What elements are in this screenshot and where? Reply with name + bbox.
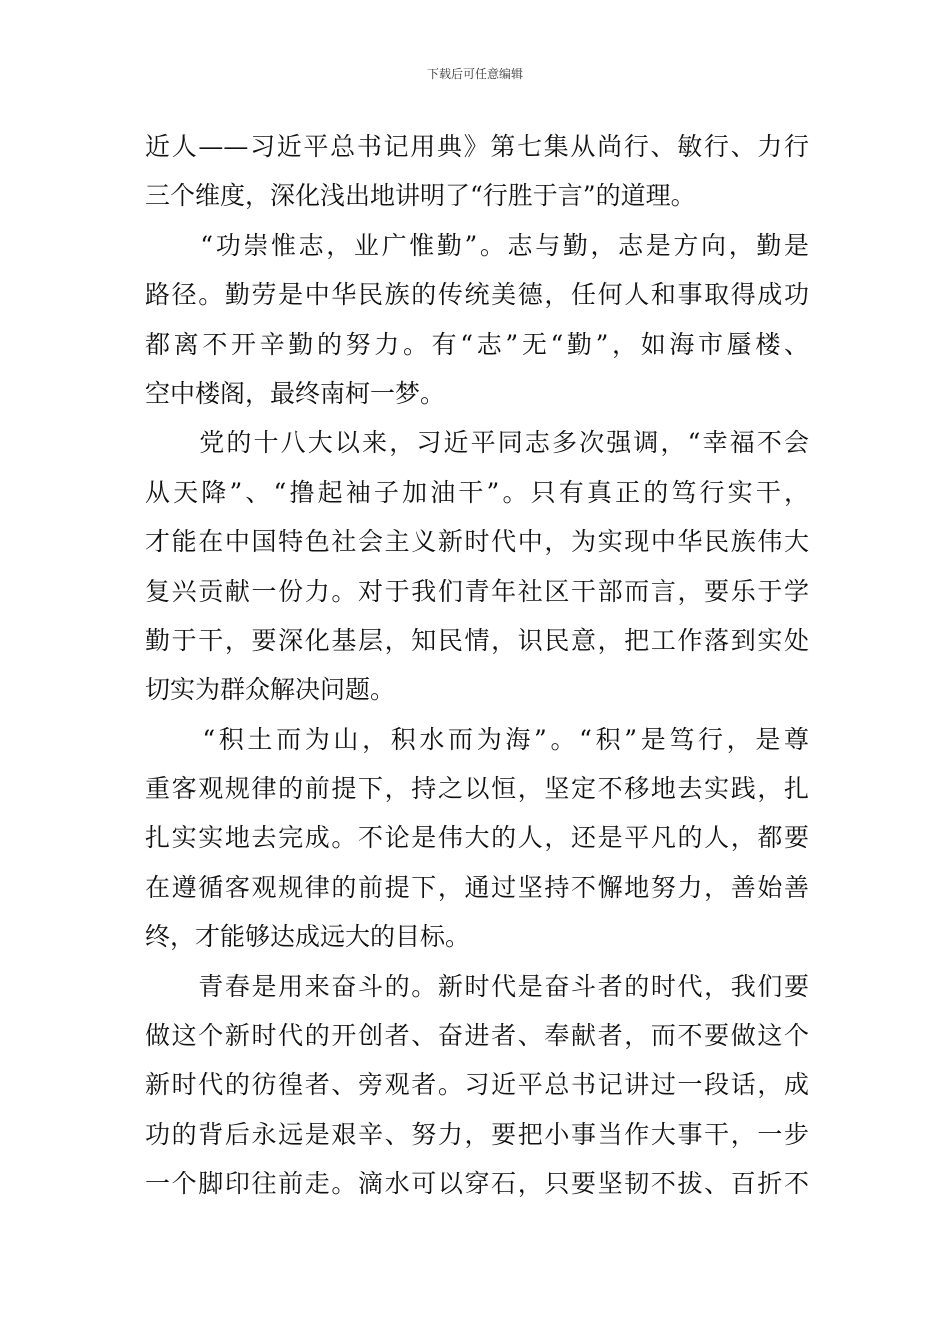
text-line: “功崇惟志，业广惟勤”。志与勤，志是方向，勤是 bbox=[145, 230, 809, 260]
text-line: 从天降”、“撸起袖子加油干”。只有真正的笃行实干， bbox=[145, 477, 809, 507]
text-line: 在遵循客观规律的前提下，通过坚持不懈地努力，善始善 bbox=[145, 872, 809, 902]
text-line: 一个脚印往前走。滴水可以穿石，只要坚韧不拔、百折不 bbox=[145, 1169, 809, 1199]
text-line: 才能在中国特色社会主义新时代中，为实现中华民族伟大 bbox=[145, 527, 809, 557]
text-line: 空中楼阁，最终南柯一梦。 bbox=[145, 378, 446, 408]
text-line: 新时代的彷徨者、旁观者。习近平总书记讲过一段话，成 bbox=[145, 1070, 809, 1100]
text-line: 青春是用来奋斗的。新时代是奋斗者的时代，我们要 bbox=[145, 971, 809, 1001]
text-line: 都离不开辛勤的努力。有“志”无“勤”，如海市蜃楼、 bbox=[145, 329, 809, 359]
text-line: 三个维度，深化浅出地讲明了“行胜于言”的道理。 bbox=[145, 181, 696, 211]
text-line: 复兴贡献一份力。对于我们青年社区干部而言，要乐于学 bbox=[145, 576, 809, 606]
page-header: 下载后可任意编辑 bbox=[426, 67, 523, 81]
text-line: 路径。勤劳是中华民族的传统美德，任何人和事取得成功 bbox=[145, 280, 809, 310]
text-line: 功的背后永远是艰辛、努力，要把小事当作大事干，一步 bbox=[145, 1119, 809, 1149]
text-line: 近人——习近平总书记用典》第七集从尚行、敏行、力行 bbox=[145, 132, 809, 161]
text-line: 重客观规律的前提下，持之以恒，坚定不移地去实践，扎 bbox=[145, 774, 809, 804]
text-line: 勤于干，要深化基层，知民情，识民意，把工作落到实处 bbox=[145, 625, 809, 655]
text-line: 党的十八大以来，习近平同志多次强调，“幸福不会 bbox=[145, 428, 809, 458]
text-line: 做这个新时代的开创者、奋进者、奉献者，而不要做这个 bbox=[145, 1021, 809, 1051]
document-body bbox=[145, 122, 809, 1209]
text-line: 扎实实地去完成。不论是伟大的人，还是平凡的人，都要 bbox=[145, 823, 809, 853]
text-line: 终，才能够达成远大的目标。 bbox=[145, 922, 471, 952]
text-line: “积土而为山，积水而为海”。“积”是笃行，是尊 bbox=[145, 724, 809, 754]
text-line: 切实为群众解决问题。 bbox=[145, 675, 396, 705]
